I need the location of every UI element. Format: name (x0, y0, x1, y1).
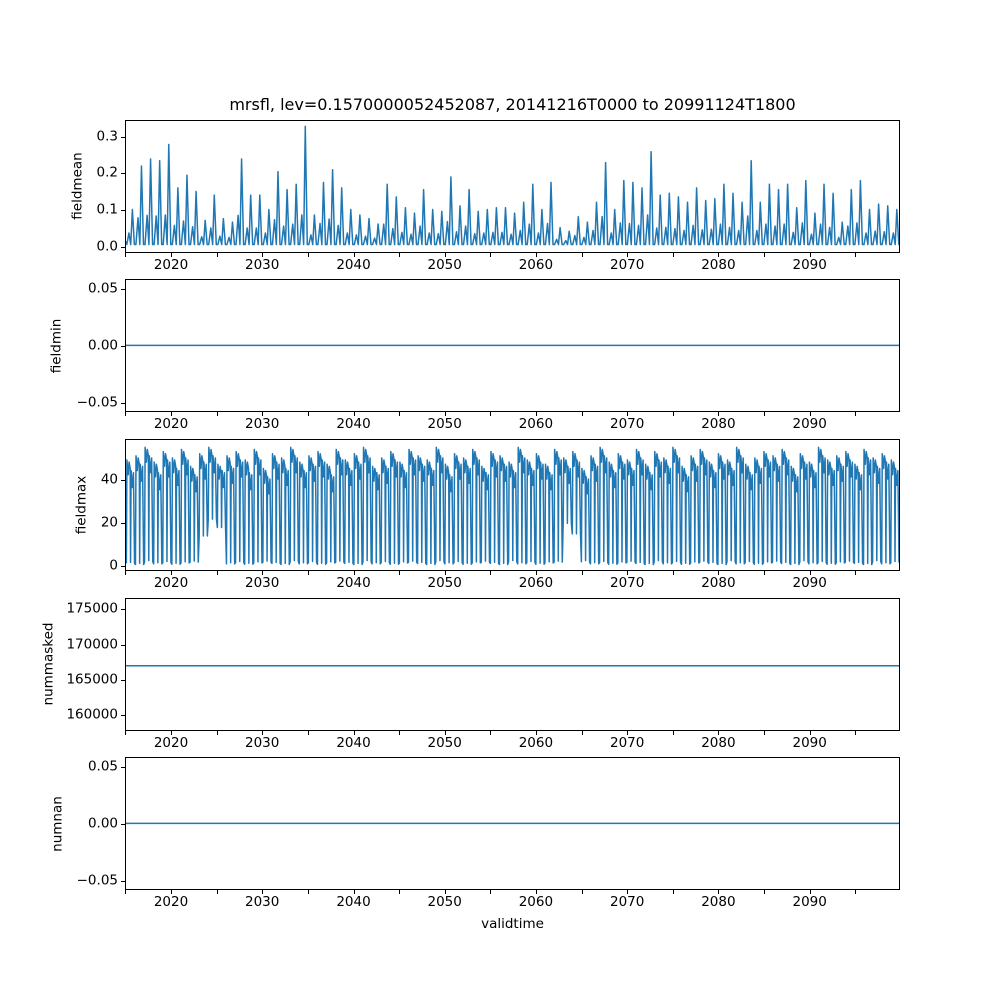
y-tick-label: 0.1 (96, 201, 118, 218)
x-tick-label: 2020 (153, 575, 189, 592)
y-tick (121, 247, 125, 248)
y-tick (121, 137, 125, 138)
y-tick (121, 210, 125, 211)
x-tick-label: 2070 (610, 256, 645, 273)
x-tick-label: 2090 (792, 575, 827, 592)
x-tick (125, 412, 126, 416)
x-tick-label: 2050 (427, 734, 462, 751)
x-tick-label: 2060 (518, 894, 554, 910)
x-tick-label: 2070 (610, 416, 645, 433)
x-tick-label: 2060 (518, 734, 554, 751)
chart-title: mrsfl, lev=0.1570000052452087, 20141216T0000 to 20991124T1800 (229, 95, 796, 114)
x-tick (582, 571, 583, 575)
x-tick (399, 253, 400, 257)
x-tick-label: 2050 (427, 256, 462, 273)
y-tick-label: 160000 (66, 706, 118, 723)
x-tick (855, 571, 856, 575)
y-tick-label: 0 (109, 557, 118, 574)
x-tick (673, 571, 674, 575)
x-tick (308, 890, 309, 894)
x-tick (399, 890, 400, 894)
x-tick (764, 571, 765, 575)
x-tick-label: 2050 (427, 894, 462, 910)
x-tick-label: 2050 (427, 416, 462, 433)
x-tick (490, 412, 491, 416)
y-tick-label: 170000 (66, 635, 118, 652)
x-tick (308, 571, 309, 575)
x-tick-label: 2030 (245, 894, 280, 910)
x-tick (855, 731, 856, 735)
subplot-fieldmax (125, 439, 900, 572)
x-tick (308, 412, 309, 416)
x-tick-label: 2060 (518, 416, 554, 433)
x-tick (217, 731, 218, 735)
x-tick (490, 731, 491, 735)
x-tick-label: 2070 (610, 894, 645, 910)
x-tick-label: 2040 (336, 894, 371, 910)
x-tick-label: 2070 (610, 734, 645, 751)
y-tick (121, 881, 125, 882)
y-tick (121, 173, 125, 174)
y-tick-label: −0.05 (76, 393, 118, 410)
ylabel-nummasked: nummasked (40, 622, 57, 706)
y-tick (121, 480, 125, 481)
x-tick (217, 890, 218, 894)
y-tick (121, 403, 125, 404)
x-tick (673, 412, 674, 416)
x-tick (582, 412, 583, 416)
x-tick (308, 731, 309, 735)
y-tick (121, 715, 125, 716)
x-tick (125, 253, 126, 257)
x-tick-label: 2020 (153, 256, 189, 273)
x-tick-label: 2030 (245, 575, 280, 592)
y-tick (121, 645, 125, 646)
x-tick (217, 571, 218, 575)
y-tick-label: 0.3 (96, 127, 118, 144)
x-tick (855, 412, 856, 416)
y-tick (121, 523, 125, 524)
x-tick-label: 2090 (792, 734, 827, 751)
x-tick-label: 2040 (336, 734, 371, 751)
y-tick-label: 0.05 (87, 757, 118, 774)
x-tick-label: 2080 (701, 256, 736, 273)
y-tick-label: 0.2 (96, 164, 118, 181)
x-tick (125, 890, 126, 894)
x-tick (582, 731, 583, 735)
x-tick (673, 890, 674, 894)
ylabel-numnan: numnan (49, 795, 66, 852)
x-tick (673, 253, 674, 257)
x-tick (490, 571, 491, 575)
x-tick (855, 253, 856, 257)
x-tick-label: 2020 (153, 734, 189, 751)
x-tick (308, 253, 309, 257)
subplot-fieldmean (125, 120, 900, 253)
x-tick (673, 731, 674, 735)
x-axis-label: validtime (481, 916, 544, 932)
x-tick-label: 2050 (427, 575, 462, 592)
series-line-fieldmax (126, 440, 899, 571)
y-tick-label: 165000 (66, 671, 118, 688)
series-line-fieldmin (126, 280, 899, 411)
x-tick-label: 2080 (701, 416, 736, 433)
y-tick-label: 175000 (66, 600, 118, 617)
x-tick (490, 253, 491, 257)
x-tick (217, 412, 218, 416)
x-tick (125, 731, 126, 735)
subplot-numnan (125, 757, 900, 890)
ylabel-fieldmean: fieldmean (69, 152, 86, 221)
y-tick (121, 680, 125, 681)
ylabel-fieldmin: fieldmin (48, 318, 65, 373)
x-tick (764, 253, 765, 257)
y-tick-label: 0.00 (87, 814, 118, 831)
x-tick (490, 890, 491, 894)
subplot-nummasked (125, 598, 900, 731)
x-tick (855, 890, 856, 894)
y-tick (121, 566, 125, 567)
x-tick (125, 571, 126, 575)
x-tick-label: 2060 (518, 575, 554, 592)
x-tick-label: 2080 (701, 734, 736, 751)
y-tick (121, 824, 125, 825)
x-tick (217, 253, 218, 257)
x-tick (764, 731, 765, 735)
x-tick (399, 731, 400, 735)
x-tick-label: 2020 (153, 894, 189, 910)
series-line-fieldmean (126, 121, 899, 252)
x-tick (764, 412, 765, 416)
ylabel-fieldmax: fieldmax (73, 475, 90, 535)
y-tick-label: 0.05 (87, 280, 118, 297)
x-tick-label: 2040 (336, 256, 371, 273)
y-tick-label: −0.05 (76, 871, 118, 888)
x-tick-label: 2020 (153, 416, 189, 433)
x-tick-label: 2080 (701, 894, 736, 910)
x-tick (764, 890, 765, 894)
x-tick-label: 2070 (610, 575, 645, 592)
x-tick-label: 2030 (245, 416, 280, 433)
series-line-nummasked (126, 599, 899, 730)
y-tick-label: 0.00 (87, 336, 118, 353)
y-tick (121, 767, 125, 768)
x-tick (399, 571, 400, 575)
y-tick (121, 289, 125, 290)
x-tick-label: 2040 (336, 575, 371, 592)
x-tick-label: 2030 (245, 256, 280, 273)
subplot-fieldmin (125, 279, 900, 412)
series-line-numnan (126, 758, 899, 889)
x-tick-label: 2040 (336, 416, 371, 433)
y-tick-label: 20 (100, 514, 118, 531)
y-tick (121, 609, 125, 610)
y-tick-label: 40 (100, 471, 118, 488)
x-tick-label: 2090 (792, 894, 827, 910)
x-tick-label: 2030 (245, 734, 280, 751)
x-tick-label: 2090 (792, 416, 827, 433)
x-tick-label: 2060 (518, 256, 554, 273)
x-tick (582, 890, 583, 894)
x-tick-label: 2090 (792, 256, 827, 273)
x-tick (399, 412, 400, 416)
x-tick-label: 2080 (701, 575, 736, 592)
y-tick (121, 346, 125, 347)
y-tick-label: 0.0 (96, 237, 118, 254)
x-tick (582, 253, 583, 257)
